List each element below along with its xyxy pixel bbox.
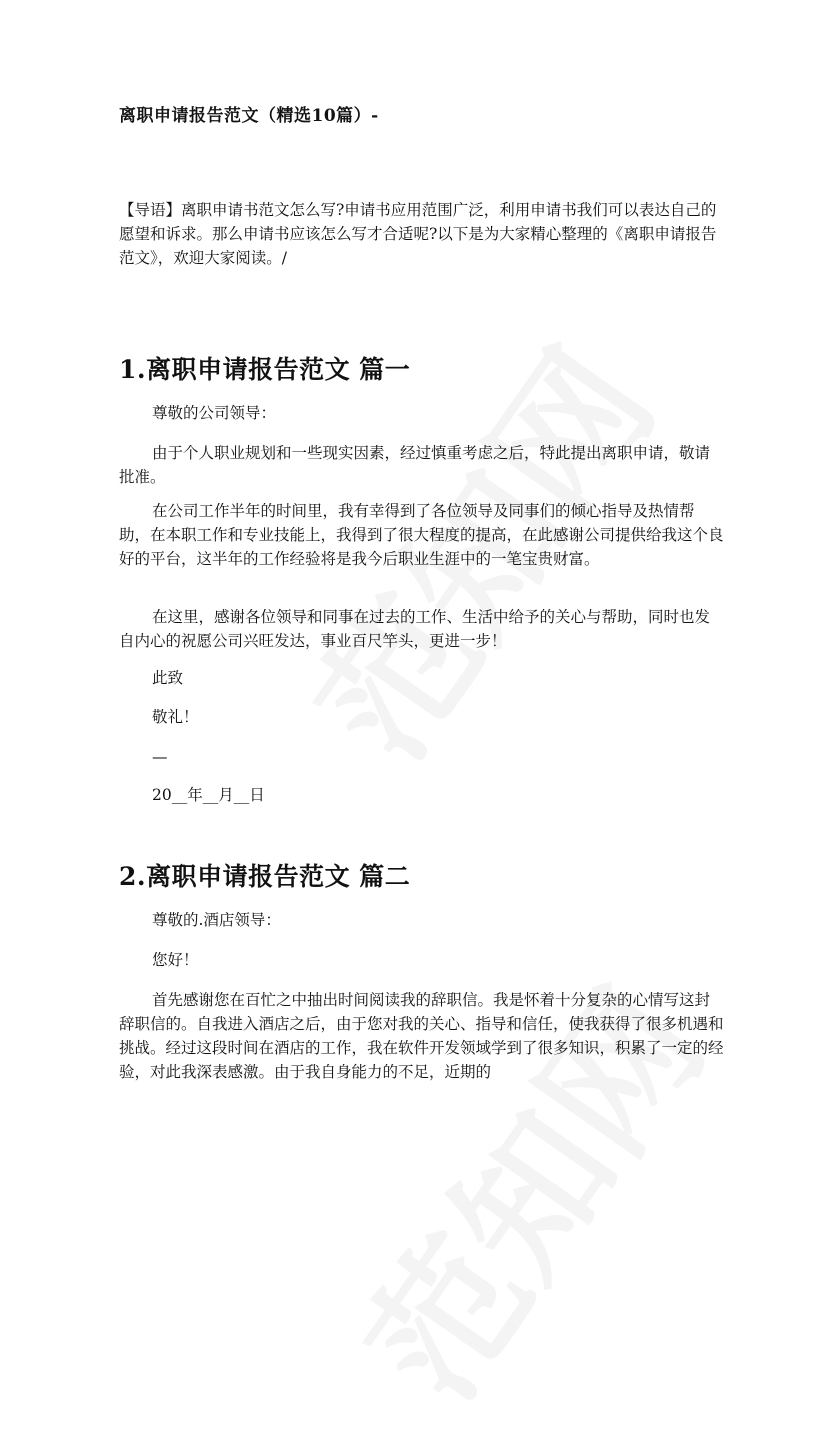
intro-paragraph: 【导语】离职申请书范文怎么写?申请书应用范围广泛，利用申请书我们可以表达自己的愿望和诉求。那么申请书应该怎么写才合适呢?以下是为大家精心整理的《离职申请报告范文》，欢迎大家阅读。/ [119, 201, 717, 267]
section-2-greeting: 您好！ [152, 951, 199, 969]
section-2-salutation: 尊敬的.酒店领导： [152, 911, 281, 929]
section-1-closing: 敬礼！ [152, 708, 199, 726]
document-title: 离职申请报告范文（精选10篇）- [119, 106, 379, 126]
section-1-paragraph: 由于个人职业规划和一些现实因素，经过慎重考虑之后，特此提出离职申请，敬请批准。 [119, 444, 711, 486]
section-1-closing: 此致 [152, 669, 184, 687]
section-1-salutation: 尊敬的公司领导： [152, 404, 277, 422]
section-1-signature-line: — [152, 748, 168, 766]
section-1-date: 20__年__月__日 [152, 786, 265, 804]
section-2-heading: 2.离职申请报告范文 篇二 [119, 862, 411, 891]
section-1-heading: 1.离职申请报告范文 篇一 [119, 355, 411, 384]
section-1-paragraph: 在公司工作半年的时间里，我有幸得到了各位领导及同事们的倾心指导及热情帮助，在本职工作和专业技能上，我得到了很大程度的提高，在此感谢公司提供给我这个良好的平台，这半年的工作经验将是我今后职业生涯中的一笔宝贵财富。 [119, 502, 724, 568]
section-1-paragraph: 在这里，感谢各位领导和同事在过去的工作、生活中给予的关心与帮助，同时也发自内心的祝愿公司兴旺发达，事业百尺竿头，更进一步！ [119, 608, 711, 650]
section-2-paragraph: 首先感谢您在百忙之中抽出时间阅读我的辞职信。我是怀着十分复杂的心情写这封辞职信的。自我进入酒店之后，由于您对我的关心、指导和信任，使我获得了很多机遇和挑战。经过这段时间在酒店的工作，我在软件开发领域学到了很多知识，积累了一定的经验，对此我深表感激。由于我自身能力的不足，近期的 [119, 991, 724, 1081]
